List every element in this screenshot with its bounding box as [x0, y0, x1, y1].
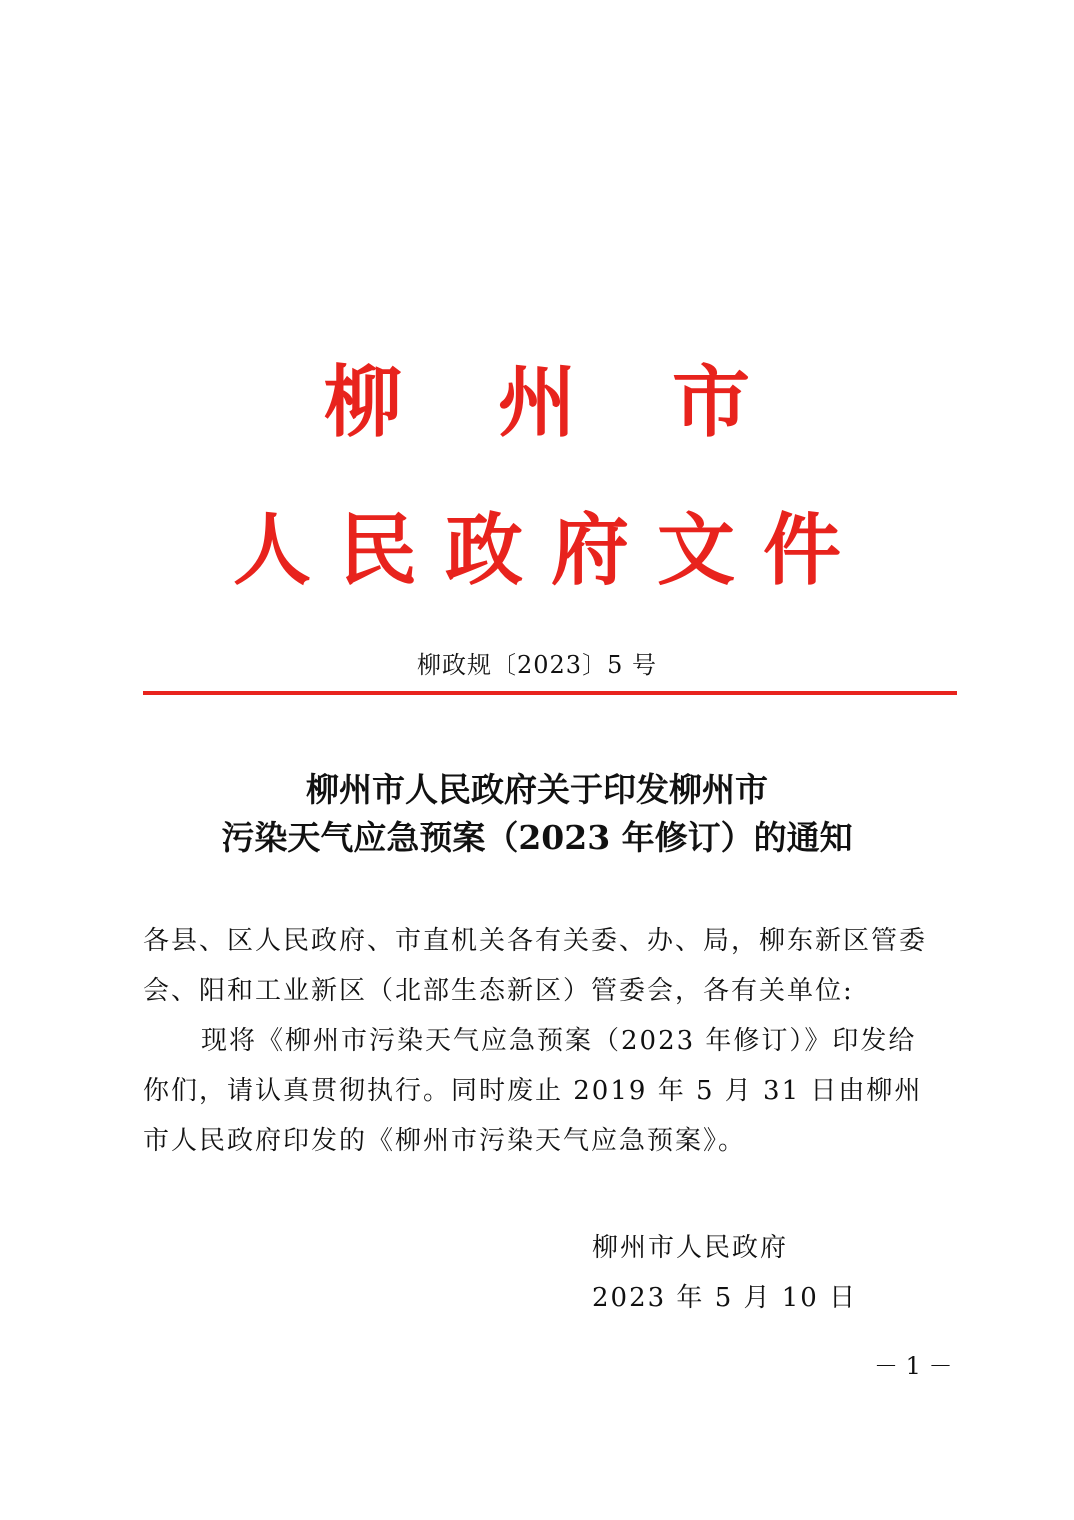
page-number: － 1 －	[874, 1352, 953, 1380]
body-paragraph: 现将《柳州市污染天气应急预案（2023 年修订）》印发给你们，请认真贯彻执行。同时废止 2019 年 5 月 31 日由柳州市人民政府印发的《柳州市污染天气应急预案》。	[143, 1026, 923, 1156]
addressee: 各县、区人民政府、市直机关各有关委、办、局，柳东新区管委会、阳和工业新区（北部生态新区）管委会，各有关单位:	[143, 926, 928, 1006]
document-number: 柳政规〔2023〕5 号	[417, 651, 657, 679]
notice-title-line1: 柳州市人民政府关于印发柳州市	[306, 770, 768, 809]
signature-organization: 柳州市人民政府	[592, 1233, 789, 1263]
document-type-heading: 人民政府文件	[232, 505, 869, 596]
signature-block	[592, 1223, 857, 1323]
notice-title-line2: 污染天气应急预案（2023 年修订）的通知	[221, 818, 853, 857]
red-divider-line	[143, 691, 957, 695]
signature-date: 2023 年 5 月 10 日	[592, 1283, 858, 1313]
issuer-name: 柳州市	[323, 357, 846, 448]
notice-body	[143, 916, 943, 1166]
notice-title	[0, 766, 1074, 862]
